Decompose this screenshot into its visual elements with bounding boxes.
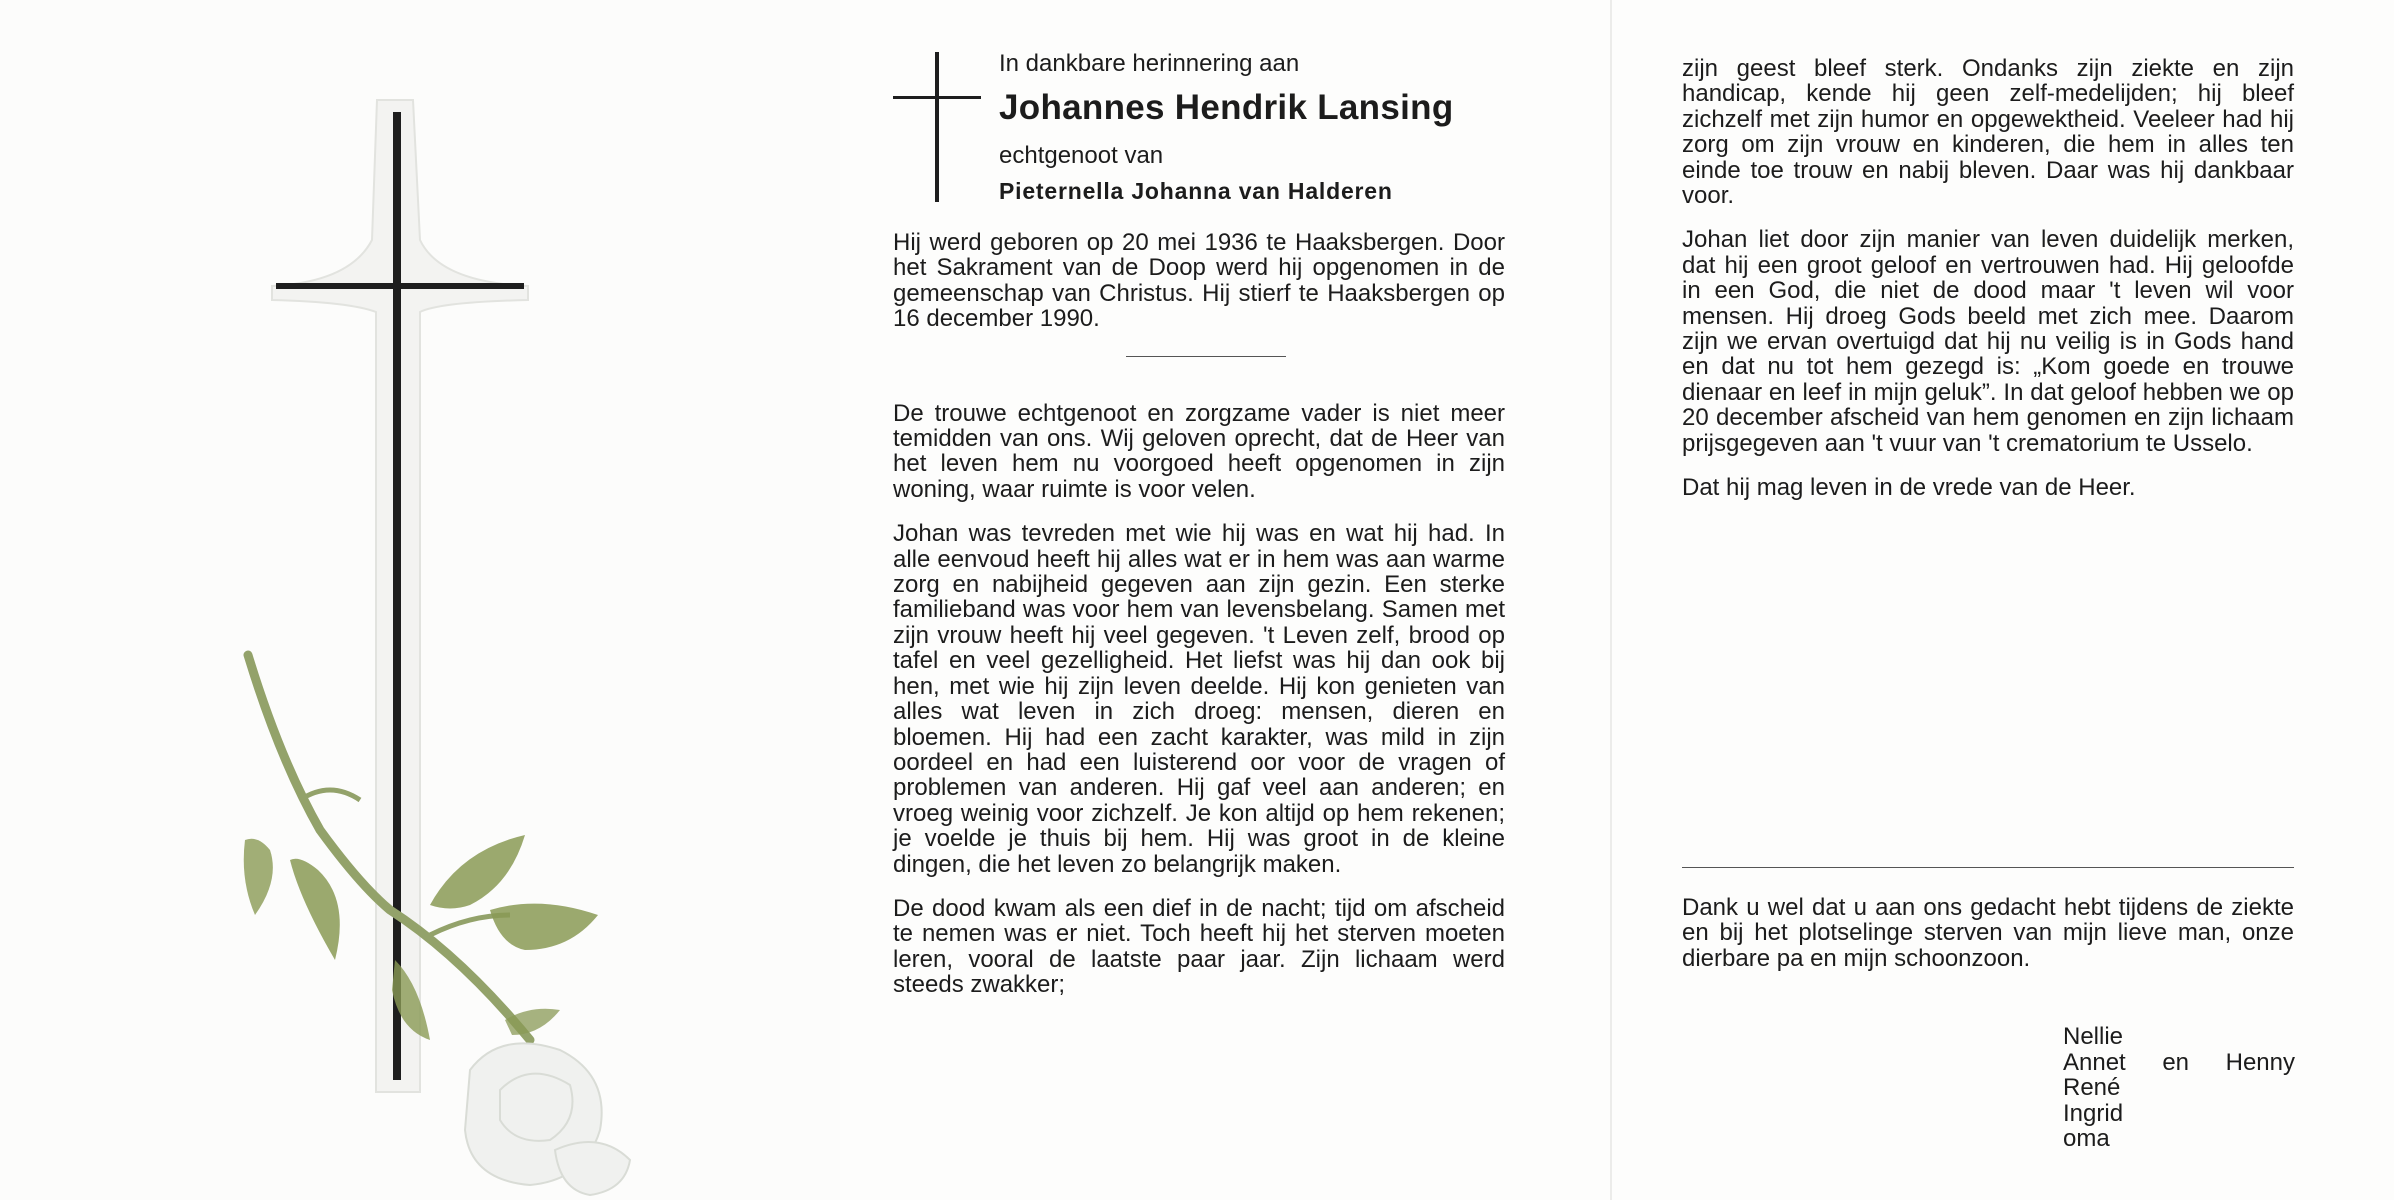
cross-icon-arm [893, 96, 981, 99]
leaf [244, 839, 273, 915]
leaf [290, 859, 340, 960]
thanks-paragraph: Dank u wel dat u aan ons gedacht hebt tijdens de ziekte en bij het plotselinge sterven van mijn lieve man, onze dierbare pa en mijn schoonzoon. [1682, 894, 2294, 972]
text-paragraph: zijn geest bleef sterk. Ondanks zijn ziekte en zijn handicap, kende hij geen zelf-medelijden; hij bleef zichzelf met zijn humor en opgewektheid. Veeleer had hij zorg om zijn vrouw en kinderen, die hem in alles ten einde toe trouw en nabij bleven. Daar was hij dankbaar voor. [1682, 55, 2294, 210]
cross-icon [935, 52, 939, 202]
closing-line: Dat hij mag leven in de vrede van de Heer. [1682, 474, 2136, 502]
family-member: René [2063, 1074, 2121, 1102]
family-member: Ingrid [2063, 1099, 2124, 1127]
divider [1682, 867, 2294, 868]
rose-twig [300, 790, 360, 800]
family-member: Henny [2225, 1048, 2295, 1076]
deceased-name: Johannes Hendrik Lansing [999, 88, 1454, 127]
family-member: Nellie [2063, 1023, 2124, 1050]
header-intro: In dankbare herinnering aan [999, 50, 1300, 77]
spouse-name: Pieternella Johanna van Halderen [999, 178, 1393, 204]
card-header [893, 44, 1573, 214]
family-conjunction: en [2162, 1048, 2190, 1076]
family-member-line [2063, 1050, 2295, 1076]
front-panel [0, 0, 840, 1200]
leaf [505, 1009, 560, 1035]
middle-column [893, 230, 1505, 1017]
right-column [1682, 56, 2294, 520]
rose-bloom [465, 1043, 630, 1195]
family-member: oma [2063, 1125, 2110, 1153]
family-signatures [2063, 1024, 2295, 1152]
text-paragraph: Johan liet door zijn manier van leven duidelijk merken, dat hij een groot geloof en vertrouwen had. Hij geloofde in een God, die niet de dood maar 't leven wil voor mensen. Hij droeg Gods beeld met zich mee. Daarom zijn we ervan overtuigd dat hij nu veilig is in Gods hand en dat nu tot hem gezegd is: „Kom goede en trouwe dienaar en leef in mijn geluk”. In dat geloof hebben we op 20 december afscheid van hem genomen en zijn lichaam prijsgegeven aan 't vuur van 't crematorium te Usselo. [1682, 226, 2294, 457]
card-fold [1610, 0, 1612, 1200]
relation-text: echtgenoot van [999, 142, 1164, 169]
cross-with-rose-icon [0, 0, 840, 1200]
cross-horizontal-bar [276, 283, 524, 289]
leaf [490, 904, 598, 950]
text-paragraph: Johan was tevreden met wie hij was en wat hij had. In alle eenvoud heeft hij alles wat er in hem was aan warme zorg en nabijheid gegeven aan zijn gezin. Een sterke familieband was voor hem van levensbelang. Samen met zijn vrouw heeft hij veel gegeven. 't Leven zelf, brood op tafel en veel gezelligheid. Het liefst was hij dan ook bij hen, met wie hij zijn leven deelde. Hij kon genieten van alles wat leven in zich droeg: mensen, dieren en bloemen. Hij had een zacht karakter, was mild in zijn oordeel en had een luisterend oor voor de vragen of problemen van anderen. Hij gaf veel aan anderen; en vroeg weinig voor zichzelf. Je kon altijd op hem rekenen; je voelde je thuis bij hem. Hij was groot in de kleine dingen, die het leven zo belangrijk maken. [893, 520, 1505, 878]
birth-paragraph: Hij werd geboren op 20 mei 1936 te Haaksbergen. Door het Sakrament van de Doop werd hij opgenomen in de gemeenschap van Christus. Hij stierf te Haaksbergen op 16 december 1990. [893, 229, 1505, 333]
text-paragraph: De dood kwam als een dief in de nacht; tijd om afscheid te nemen was er niet. Toch heeft hij het sterven moeten leren, vooral de laatste paar jaar. Zijn lichaam werd steeds zwakker; [893, 894, 1505, 999]
leaf [430, 835, 525, 909]
cross-vertical-bar [393, 112, 401, 1080]
text-paragraph: De trouwe echtgenoot en zorgzame vader is niet meer temidden van ons. Wij geloven oprecht, dat de Heer van het leven hem nu voorgoed heeft opgenomen in zijn woning, waar ruimte is voor velen. [893, 399, 1505, 503]
divider [1126, 356, 1286, 357]
family-member: Annet [2063, 1048, 2126, 1076]
